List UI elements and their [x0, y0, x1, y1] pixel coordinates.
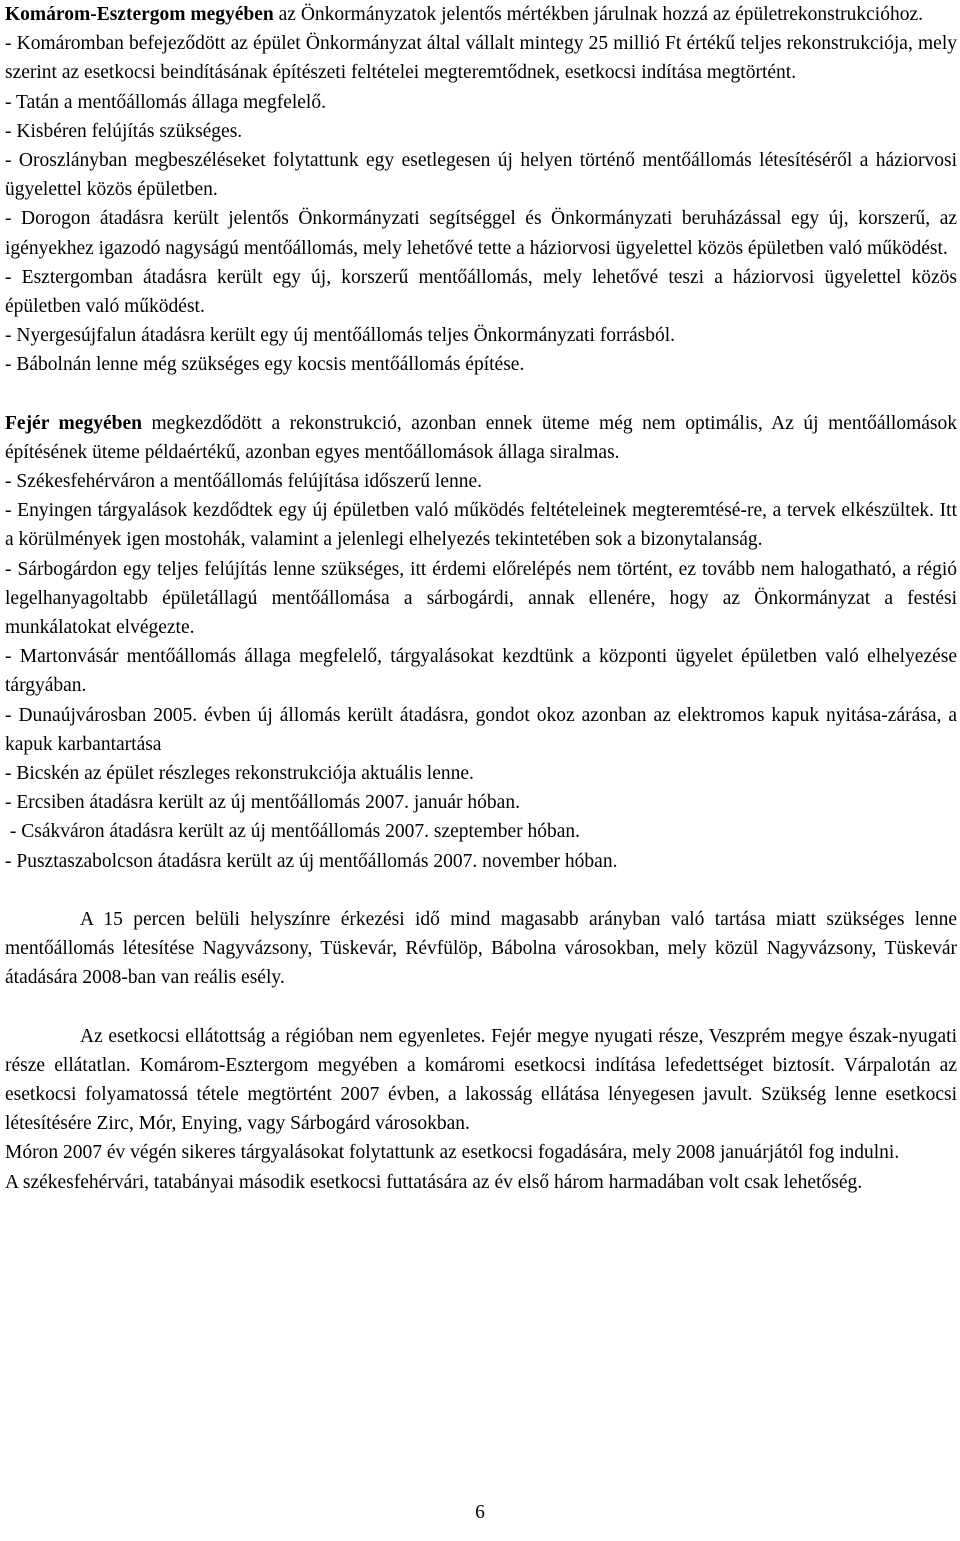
- paragraph-szfv: A székesfehérvári, tatabányai második esetkocsi futtatására az év első három harmadában volt csak lehetőség.: [5, 1171, 863, 1193]
- list-item: - Csákváron átadásra került az új mentőállomás 2007. szeptember hóban.: [5, 821, 581, 843]
- list-item: - Esztergomban átadásra került egy új, korszerű mentőállomás, mely lehetővé teszi a háziorvosi ügyelettel közös épületben való működést.: [5, 266, 957, 318]
- list-item: - Bicskén az épület részleges rekonstrukciója aktuális lenne.: [5, 763, 474, 785]
- list-item: - Ercsiben átadásra került az új mentőállomás 2007. január hóban.: [5, 792, 520, 814]
- fejer-intro: [5, 409, 957, 467]
- list-item: - Oroszlányban megbeszéléseket folytattunk egy esetlegesen új helyen történő mentőállomás létesítéséről a háziorvosi ügyelettel közös épületben.: [5, 150, 957, 201]
- list-item: - Székesfehérváron a mentőállomás felújítása időszerű lenne.: [5, 471, 483, 493]
- komarom-intro: [5, 0, 957, 29]
- komarom-heading: Komárom-Esztergom megyében: [5, 4, 274, 25]
- fejer-heading: Fejér megyében: [5, 412, 142, 434]
- list-item: - Pusztaszabolcson átadásra került az új mentőállomás 2007. november hóban.: [5, 850, 618, 872]
- list-item: - Nyergesújfalun átadásra került egy új mentőállomás teljes Önkormányzati forrásból.: [5, 325, 676, 347]
- komarom-intro-text: az Önkormányzatok jelentős mértékben járulnak hozzá az épületrekonstrukcióhoz.: [273, 4, 923, 25]
- list-item: - Tatán a mentőállomás állaga megfelelő.: [5, 91, 326, 113]
- document-body: [5, 0, 957, 1197]
- list-item: - Enyingen tárgyalások kezdődtek egy új épületben való működés feltételeinek megteremtésé-re, a tervek elkészültek. Itt a körülmények igen mostohák, valamint a jelenlegi elhelyezés tekintetében sok a bizonytalanság.: [5, 500, 957, 551]
- list-item: - Dorogon átadásra került jelentős Önkormányzati segítséggel és Önkormányzati beruházással egy új, korszerű, az igényekhez igazodó nagyságú mentőállomás, mely lehetővé tette a háziorvosi ügyelettel közös épületben való működést.: [5, 208, 957, 259]
- page-number: 6: [475, 1502, 485, 1523]
- list-item: - Martonvásár mentőállomás állaga megfelelő, tárgyalásokat kezdtünk a központi ügyelet épületben való elhelyezése tárgyában.: [5, 646, 957, 697]
- list-item: - Kisbéren felújítás szükséges.: [5, 120, 243, 142]
- paragraph-mor: Móron 2007 év végén sikeres tárgyalásokat folytattunk az esetkocsi fogadására, mely 2008 januárjától fog indulni.: [5, 1142, 900, 1164]
- list-item: - Sárbogárdon egy teljes felújítás lenne szükséges, itt érdemi előrelépés nem történt, ez tovább nem halogatható, a régió legelhanyagoltabb épületállagú mentőállomása a sárbogárdi, annak ellenére, hogy az Önkormányzat a festési munkálatokat elvégezte.: [5, 558, 957, 639]
- paragraph-esetkocsi: Az esetkocsi ellátottság a régióban nem egyenletes. Fejér megye nyugati része, Veszprém megye észak-nyugati része ellátatlan. Komárom-Esztergom megyében a komáromi esetkocsi indítása lefedettséget biztosít. Várpalotán az esetkocsi folyamatossá tétele megtörtént 2007 évben, a lakosság ellátása lényegesen javult. Szükség lenne esetkocsi létesítésére Zirc, Mór, Enying, vagy Sárbogárd városokban.: [5, 1025, 957, 1135]
- list-item: - Dunaújvárosban 2005. évben új állomás került átadásra, gondot okoz azonban az elektromos kapuk nyitása-zárása, a kapuk karbantartása: [5, 704, 957, 755]
- fejer-intro-text: megkezdődött a rekonstrukció, azonban ennek üteme még nem optimális, Az új mentőállomások építésének üteme példaértékű, azonban egyes mentőállomások állaga siralmas.: [5, 412, 957, 463]
- list-item: - Komáromban befejeződött az épület Önkormányzat által vállalt mintegy 25 millió Ft értékű teljes rekonstrukciója, mely szerint az esetkocsi beindításának építészeti feltételei megteremtődnek, esetkocsi indítása megtörtént.: [5, 33, 957, 84]
- paragraph-15min: A 15 percen belüli helyszínre érkezési idő mind magasabb arányban való tartása miatt szükséges lenne mentőállomás létesítése Nagyvázsony, Tüskevár, Révfülöp, Bábolna városokban, mely közül Nagyvázsony, Tüskevár átadására 2008-ban van reális esély.: [5, 908, 957, 989]
- list-item: - Bábolnán lenne még szükséges egy kocsis mentőállomás építése.: [5, 354, 525, 376]
